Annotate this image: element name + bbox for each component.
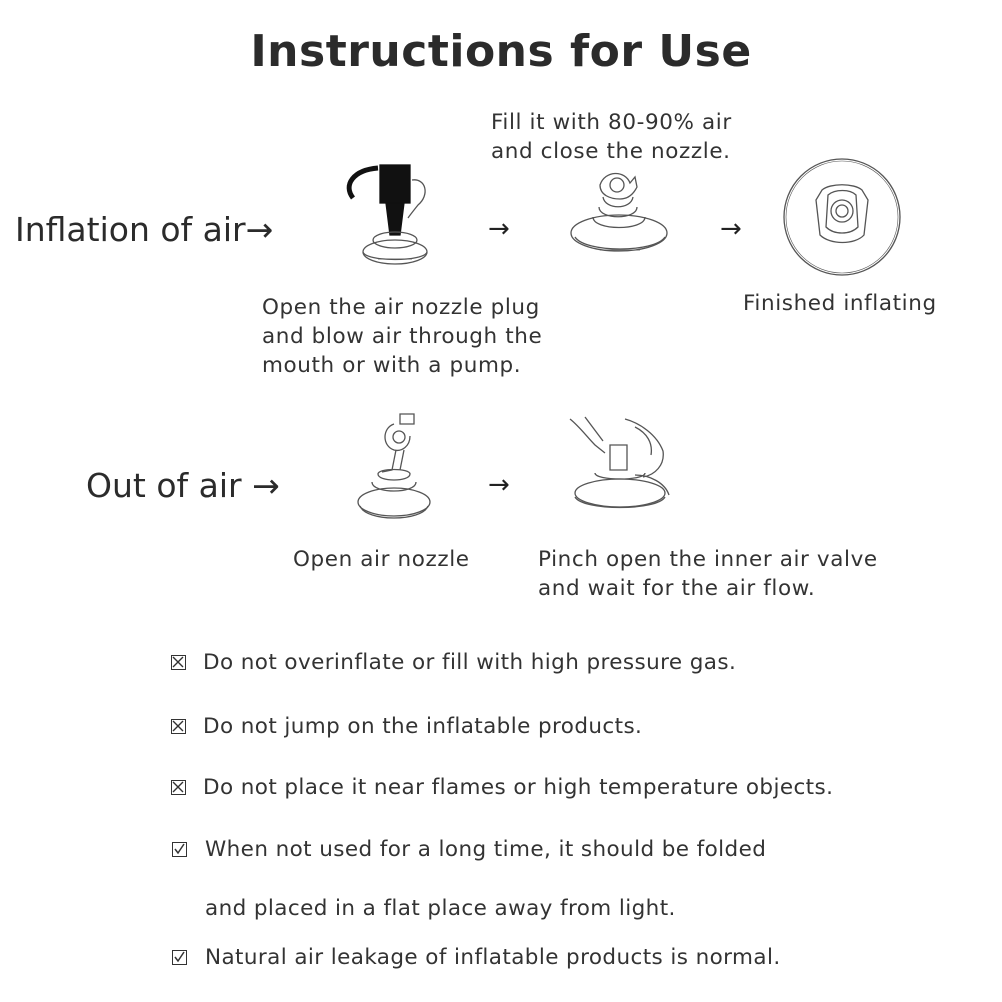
pinch-valve-illustration [565,415,675,515]
note-item-continued: and placed in a flat place away from light. [205,896,676,921]
note-item: Do not jump on the inflatable products. [203,714,643,739]
page-title: Instructions for Use [250,26,752,77]
check-box-icon [172,842,187,857]
inflation-arrow-1: → [488,214,510,244]
check-box-icon [172,950,187,965]
pump-valve-illustration [338,160,443,275]
caption-line: Fill it with 80-90% air [491,110,732,135]
caption-line: and close the nozzle. [491,139,731,164]
caption-line: and wait for the air flow. [538,576,816,601]
note-item: When not used for a long time, it should be folded [205,837,767,862]
x-box-icon [171,655,186,670]
note-item: Natural air leakage of inflatable products is normal. [205,945,781,970]
caption-line: mouth or with a pump. [262,353,522,378]
open-nozzle-illustration [352,410,432,530]
inflation-step-2-caption [491,108,732,166]
inflation-arrow-2: → [720,214,742,244]
x-box-icon [171,780,186,795]
inflation-label: Inflation of air→ [15,210,274,249]
inflation-step-1-caption [262,293,542,380]
x-box-icon [171,719,186,734]
caption-line: and blow air through the [262,324,543,349]
deflation-step-1-caption [293,545,470,574]
inflation-step-3-caption [743,289,937,318]
finished-valve-illustration [780,155,905,280]
caption-line: Open air nozzle [293,547,470,572]
caption-line: Open the air nozzle plug [262,295,540,320]
note-item: Do not overinflate or fill with high pressure gas. [203,650,737,675]
note-item: Do not place it near flames or high temperature objects. [203,775,834,800]
caption-line: Finished inflating [743,291,937,316]
deflation-arrow: → [488,470,510,500]
closed-valve-illustration [565,165,675,275]
caption-line: Pinch open the inner air valve [538,547,878,572]
deflation-step-2-caption [538,545,878,603]
deflation-label: Out of air → [86,466,280,505]
